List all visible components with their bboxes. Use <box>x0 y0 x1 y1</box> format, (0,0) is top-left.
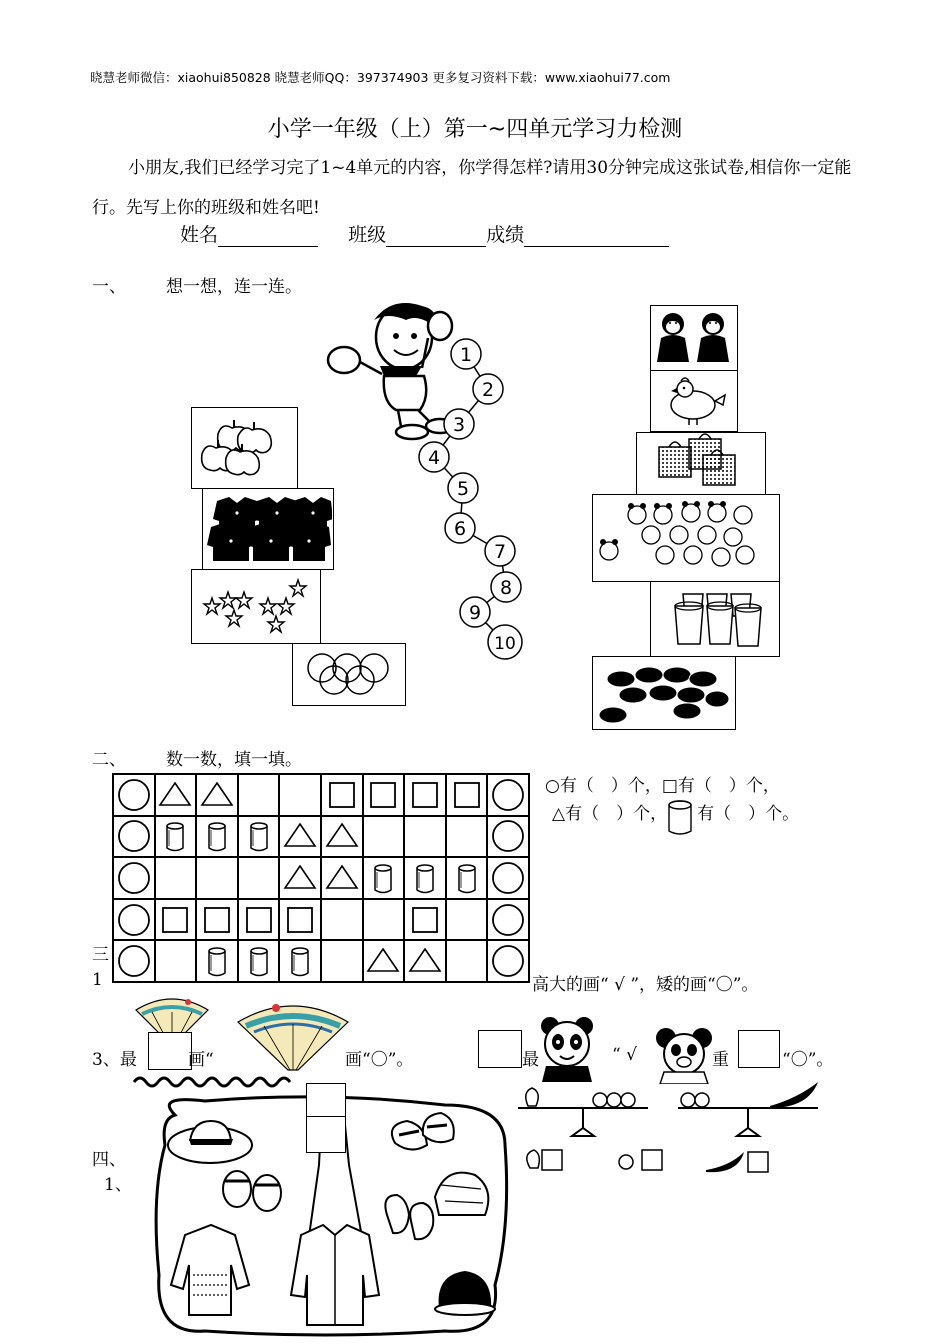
number-ball[interactable] <box>473 374 503 404</box>
triangle-icon <box>157 777 193 813</box>
square-icon <box>365 777 401 813</box>
bags-box[interactable] <box>636 432 766 495</box>
cylinder-icon <box>667 800 693 836</box>
answer-box[interactable] <box>478 1030 522 1068</box>
name-label: 姓名 <box>180 224 219 246</box>
grid-row <box>113 857 529 899</box>
class-blank[interactable] <box>386 225 486 247</box>
grid-cell <box>363 816 405 858</box>
grid-cell <box>321 774 363 816</box>
number-ball[interactable] <box>485 536 515 566</box>
grid-cell <box>404 857 446 899</box>
grid-cell <box>487 899 529 941</box>
cake-icon <box>593 657 734 728</box>
grid-cell <box>196 774 238 816</box>
number-chain <box>400 320 550 670</box>
circle-icon <box>490 777 526 813</box>
intro-text: 小朋友,我们已经学习完了1~4单元的内容，你学得怎样?请用30分钟完成这张试卷,相信你一定能行。先写上你的班级和姓名吧! <box>92 158 852 218</box>
fan-icon <box>234 996 352 1076</box>
square-icon <box>282 902 318 938</box>
number-ball[interactable] <box>491 572 521 602</box>
grid-cell <box>363 940 405 982</box>
cylinder-icon <box>199 818 235 854</box>
grid-cell <box>155 816 197 858</box>
stars-box[interactable] <box>191 569 321 644</box>
triangle-icon <box>324 818 360 854</box>
number-ball[interactable] <box>451 339 481 369</box>
score-label: 成绩 <box>486 224 525 246</box>
triangle-icon <box>407 943 443 979</box>
ball-label: 6 <box>453 518 467 540</box>
grid-cell <box>404 899 446 941</box>
number-ball[interactable] <box>419 442 449 472</box>
apples-box[interactable] <box>191 407 298 489</box>
chick-box[interactable] <box>650 370 738 432</box>
section1-heading <box>92 272 302 297</box>
ball-label: 4 <box>427 447 441 469</box>
grid-cell <box>404 774 446 816</box>
count-triangle: △有（ ）个， <box>552 804 668 824</box>
grid-cell <box>363 899 405 941</box>
clocks-box[interactable] <box>592 494 780 582</box>
ball-label: 10 <box>494 634 516 654</box>
grid-cell <box>446 774 488 816</box>
grid-cell <box>363 857 405 899</box>
square-icon <box>157 902 193 938</box>
count-line-2 <box>552 799 799 824</box>
score-blank[interactable] <box>524 225 669 247</box>
star-icon <box>192 570 319 642</box>
answer-box[interactable] <box>306 1083 346 1153</box>
number-ball[interactable] <box>488 625 522 659</box>
ball-label: 5 <box>456 478 470 500</box>
grid-cell <box>446 816 488 858</box>
cup-icon <box>651 582 778 655</box>
ball-label: 8 <box>499 577 513 599</box>
circle-icon <box>116 860 152 896</box>
ball-label: 2 <box>481 379 495 401</box>
page-title: 小学一年级（上）第一~四单元学习力检测 <box>267 117 683 142</box>
section1-number: 一、 <box>92 277 126 297</box>
cups-box[interactable] <box>650 581 780 657</box>
name-row <box>180 220 669 247</box>
circle-icon <box>490 818 526 854</box>
section3-q3-g: “〇”。 <box>782 1050 834 1070</box>
chick-icon <box>651 371 736 430</box>
monkey-icon <box>651 306 736 369</box>
triangle-icon <box>199 777 235 813</box>
section3-q1-number: 1 <box>92 970 103 990</box>
section3-q3-f: 重 <box>712 1050 729 1070</box>
grid-cell <box>446 857 488 899</box>
name-blank[interactable] <box>218 225 318 247</box>
grid-cell <box>279 940 321 982</box>
grid-cell <box>279 774 321 816</box>
section2-text: 数一数，填一填。 <box>166 750 302 770</box>
page-header: 晓慧老师微信：xiaohui850828 晓慧老师QQ：397374903 更多复习资料下载：www.xiaohui77.com <box>90 70 671 85</box>
handbag-icon <box>637 433 764 493</box>
panda-icon <box>652 1026 716 1084</box>
number-ball[interactable] <box>445 513 475 543</box>
cakes-box[interactable] <box>592 656 736 730</box>
answer-box[interactable] <box>738 1030 780 1068</box>
apple-icon <box>192 408 296 487</box>
triangle-icon <box>365 943 401 979</box>
triangle-icon <box>282 860 318 896</box>
grid-cell <box>321 857 363 899</box>
cylinder-icon <box>407 860 443 896</box>
grid-cell <box>196 857 238 899</box>
grid-cell <box>363 774 405 816</box>
grid-cell <box>404 940 446 982</box>
section3-q3-e: “ √ <box>612 1045 637 1065</box>
grid-cell <box>238 940 280 982</box>
cylinder-icon <box>365 860 401 896</box>
section3-q3-d: 最 <box>522 1050 539 1070</box>
cylinder-icon <box>282 943 318 979</box>
section2-heading <box>92 745 302 770</box>
grid-cell <box>321 899 363 941</box>
grid-row <box>113 816 529 858</box>
cylinder-icon <box>199 943 235 979</box>
olympic-rings-icon <box>293 644 404 704</box>
section2-number: 二、 <box>92 750 126 770</box>
section3-q3-a: 3、最 <box>92 1050 137 1070</box>
grid-cell <box>113 816 155 858</box>
grid-cell <box>446 940 488 982</box>
ball-label: 9 <box>468 602 482 624</box>
section3-q1-text: 高大的画“ √ ”，矮的画“〇”。 <box>532 975 759 995</box>
grid-cell <box>196 816 238 858</box>
cylinder-icon <box>449 860 485 896</box>
grid-cell <box>238 899 280 941</box>
circle-icon <box>490 860 526 896</box>
section3-number: 三 <box>92 945 109 965</box>
grid-row <box>113 940 529 982</box>
grid-cell <box>155 857 197 899</box>
circle-icon <box>116 902 152 938</box>
circle-icon <box>490 902 526 938</box>
grid-cell <box>113 899 155 941</box>
balance-scales <box>508 1078 838 1178</box>
class-label: 班级 <box>348 224 387 246</box>
square-icon <box>241 902 277 938</box>
panda-icon <box>532 1016 602 1082</box>
grid-cell <box>279 857 321 899</box>
ball-label: 7 <box>493 541 507 563</box>
circle-icon <box>490 943 526 979</box>
count-cylinder: 有（ ）个。 <box>697 804 800 824</box>
circle-icon <box>116 943 152 979</box>
number-ball[interactable] <box>460 597 490 627</box>
rings-box[interactable] <box>292 643 406 706</box>
grid-cell <box>404 816 446 858</box>
circle-icon <box>116 777 152 813</box>
number-ball[interactable] <box>444 409 474 439</box>
section1-text: 想一想，连一连。 <box>166 277 302 297</box>
grid-cell <box>238 774 280 816</box>
cylinder-icon <box>241 943 277 979</box>
grid-row <box>113 774 529 816</box>
grid-cell <box>238 857 280 899</box>
grid-cell <box>113 857 155 899</box>
square-icon <box>324 777 360 813</box>
grid-cell <box>446 899 488 941</box>
square-icon <box>407 777 443 813</box>
section4-number: 四、 <box>92 1150 126 1170</box>
grid-cell <box>155 774 197 816</box>
square-icon <box>449 777 485 813</box>
grid-cell <box>196 899 238 941</box>
grid-cell <box>321 940 363 982</box>
grid-cell <box>155 899 197 941</box>
square-icon <box>407 902 443 938</box>
section3-q3-c: 画“〇”。 <box>345 1050 414 1070</box>
section3-q3-b: 画“ <box>188 1050 214 1070</box>
grid-cell <box>196 940 238 982</box>
grid-cell <box>487 774 529 816</box>
count-line-1: ○有（ ）个，□有（ ）个， <box>545 776 780 796</box>
circle-icon <box>116 818 152 854</box>
grid-row <box>113 899 529 941</box>
grid-cell <box>279 899 321 941</box>
triangle-icon <box>324 860 360 896</box>
alarm-clock-icon <box>593 495 778 580</box>
square-icon <box>199 902 235 938</box>
answer-box[interactable] <box>148 1032 192 1070</box>
grid-cell <box>155 940 197 982</box>
grid-cell <box>487 857 529 899</box>
ball-label: 3 <box>452 414 466 436</box>
clothes-box[interactable] <box>202 488 334 570</box>
grid-cell <box>487 940 529 982</box>
section4-q1-number: 1、 <box>104 1175 132 1195</box>
grid-cell <box>113 940 155 982</box>
triangle-icon <box>282 818 318 854</box>
shape-grid <box>112 773 530 983</box>
number-ball[interactable] <box>448 473 478 503</box>
cylinder-icon <box>241 818 277 854</box>
grid-cell <box>113 774 155 816</box>
monkeys-box[interactable] <box>650 305 738 371</box>
jacket-icon <box>203 489 332 568</box>
cylinder-icon <box>157 818 193 854</box>
grid-cell <box>279 816 321 858</box>
ball-label: 1 <box>459 344 473 366</box>
grid-cell <box>487 816 529 858</box>
grid-cell <box>238 816 280 858</box>
grid-cell <box>321 816 363 858</box>
